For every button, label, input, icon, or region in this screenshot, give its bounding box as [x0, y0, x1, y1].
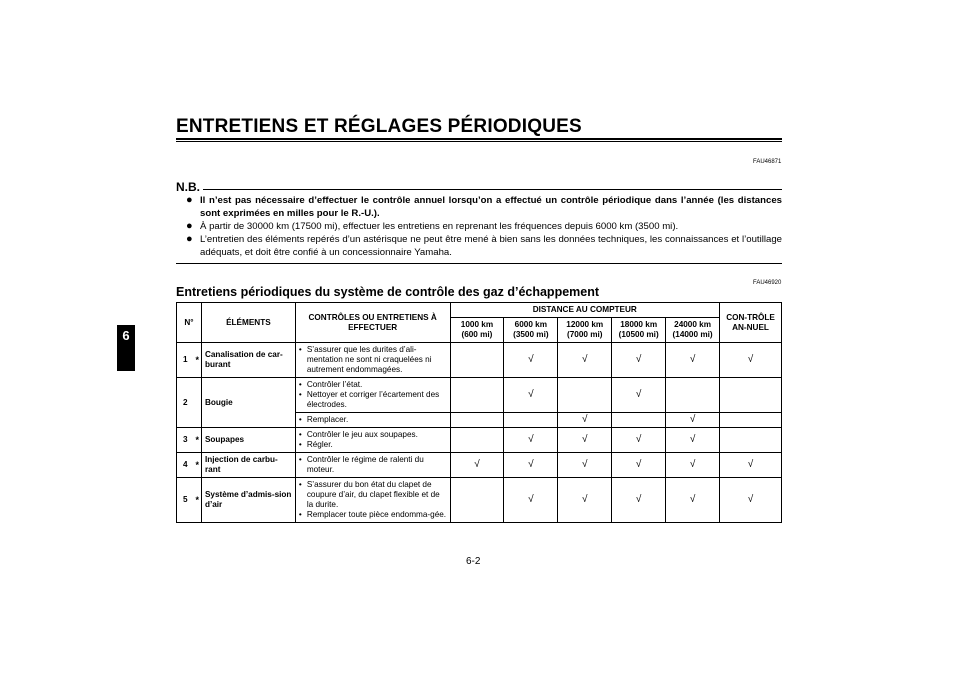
check-cell — [558, 378, 612, 413]
nb-label: N.B. — [176, 180, 200, 194]
check-mark: √ — [720, 453, 782, 478]
asterisk: * — [193, 343, 201, 378]
nb-code: FAU46871 — [753, 159, 782, 165]
asterisk — [193, 378, 201, 428]
chapter-tab: 6 — [117, 325, 135, 371]
maintenance-table — [176, 302, 782, 523]
row-tasks: • S’assurer que les durites d’ali-mentation ne sont ni craquelées ni autrement endommagées. — [295, 343, 450, 378]
row-tasks: • Contrôler l’état. • Nettoyer et corriger l’écartement des électrodes. — [295, 378, 450, 413]
row-tasks: • Remplacer. — [295, 413, 450, 428]
row-tasks: • S’assurer du bon état du clapet de coupure d’air, du clapet flexible et de la durite. • Remplacer toute pièce endomma-gée. — [295, 478, 450, 523]
check-mark: √ — [504, 453, 558, 478]
nb-item: ● L’entretien des éléments repérés d’un astérisque ne peut être mené à bien sans les données techniques, les connaissances et l’outillage adéquats, et doit être confié à un concessionnaire Yamaha. — [186, 233, 782, 258]
section-title: Entretiens périodiques du système de contrôle des gaz d’échappement — [176, 285, 600, 299]
check-mark: √ — [666, 413, 720, 428]
nb-end-rule — [176, 263, 782, 264]
check-mark: √ — [558, 413, 612, 428]
header-num: N° — [177, 303, 202, 343]
check-mark: √ — [558, 478, 612, 523]
check-mark: √ — [504, 478, 558, 523]
row-element: Soupapes — [201, 428, 295, 453]
check-cell — [720, 413, 782, 428]
check-mark: √ — [612, 453, 666, 478]
check-cell — [450, 478, 504, 523]
header-elements: ÉLÉMENTS — [201, 303, 295, 343]
row-number: 3 — [177, 428, 194, 453]
check-mark: √ — [504, 378, 558, 413]
check-mark: √ — [666, 428, 720, 453]
header-annual: CON-TRÔLE AN-NUEL — [720, 303, 782, 343]
check-mark: √ — [666, 478, 720, 523]
section-code: FAU46920 — [753, 280, 782, 286]
table-row — [177, 428, 782, 453]
check-cell — [612, 413, 666, 428]
title-rule-thin — [176, 141, 782, 142]
check-mark: √ — [504, 428, 558, 453]
header-checks: CONTRÔLES OU ENTRETIENS À EFFECTUER — [295, 303, 450, 343]
check-cell — [450, 343, 504, 378]
check-mark: √ — [720, 478, 782, 523]
row-element: Bougie — [201, 378, 295, 428]
header-interval: 6000 km (3500 mi) — [504, 318, 558, 343]
check-cell — [450, 428, 504, 453]
asterisk: * — [193, 453, 201, 478]
check-mark: √ — [612, 378, 666, 413]
check-mark: √ — [504, 343, 558, 378]
check-cell — [666, 378, 720, 413]
table-row — [177, 453, 782, 478]
row-number: 2 — [177, 378, 194, 428]
check-cell — [450, 413, 504, 428]
row-number: 5 — [177, 478, 194, 523]
check-mark: √ — [720, 343, 782, 378]
header-interval: 18000 km (10500 mi) — [612, 318, 666, 343]
check-mark: √ — [450, 453, 504, 478]
asterisk: * — [193, 428, 201, 453]
title-rule — [176, 138, 782, 140]
row-number: 4 — [177, 453, 194, 478]
check-mark: √ — [558, 428, 612, 453]
check-mark: √ — [612, 478, 666, 523]
check-mark: √ — [558, 343, 612, 378]
nb-item: ● À partir de 30000 km (17500 mi), effectuer les entretiens en reprenant les fréquences depuis 6000 km (3500 mi). — [186, 220, 679, 232]
check-cell — [504, 413, 558, 428]
row-element: Canalisation de car-burant — [201, 343, 295, 378]
page-title: ENTRETIENS ET RÉGLAGES PÉRIODIQUES — [176, 116, 582, 137]
check-mark: √ — [612, 343, 666, 378]
row-number: 1 — [177, 343, 194, 378]
check-mark: √ — [612, 428, 666, 453]
table-row — [177, 343, 782, 378]
header-interval: 24000 km (14000 mi) — [666, 318, 720, 343]
check-mark: √ — [666, 343, 720, 378]
row-element: Injection de carbu-rant — [201, 453, 295, 478]
nb-list — [186, 194, 782, 259]
asterisk: * — [193, 478, 201, 523]
check-cell — [720, 428, 782, 453]
nb-item: ● Il n’est pas nécessaire d’effectuer le contrôle annuel lorsqu’on a effectué un contrôle périodique dans l’année (les distances sont exprimées en milles pour le R.-U.). — [186, 194, 782, 219]
table-row — [177, 478, 782, 523]
header-distance: DISTANCE AU COMPTEUR — [450, 303, 720, 318]
check-mark: √ — [558, 453, 612, 478]
check-cell — [450, 378, 504, 413]
nb-line — [203, 189, 782, 190]
header-interval: 12000 km (7000 mi) — [558, 318, 612, 343]
check-mark: √ — [666, 453, 720, 478]
header-interval: 1000 km (600 mi) — [450, 318, 504, 343]
table-row — [177, 378, 782, 413]
row-tasks: • Contrôler le régime de ralenti du moteur. — [295, 453, 450, 478]
page-number: 6-2 — [466, 556, 481, 567]
row-tasks: • Contrôler le jeu aux soupapes. • Régler. — [295, 428, 450, 453]
check-cell — [720, 378, 782, 413]
row-element: Système d’admis-sion d’air — [201, 478, 295, 523]
